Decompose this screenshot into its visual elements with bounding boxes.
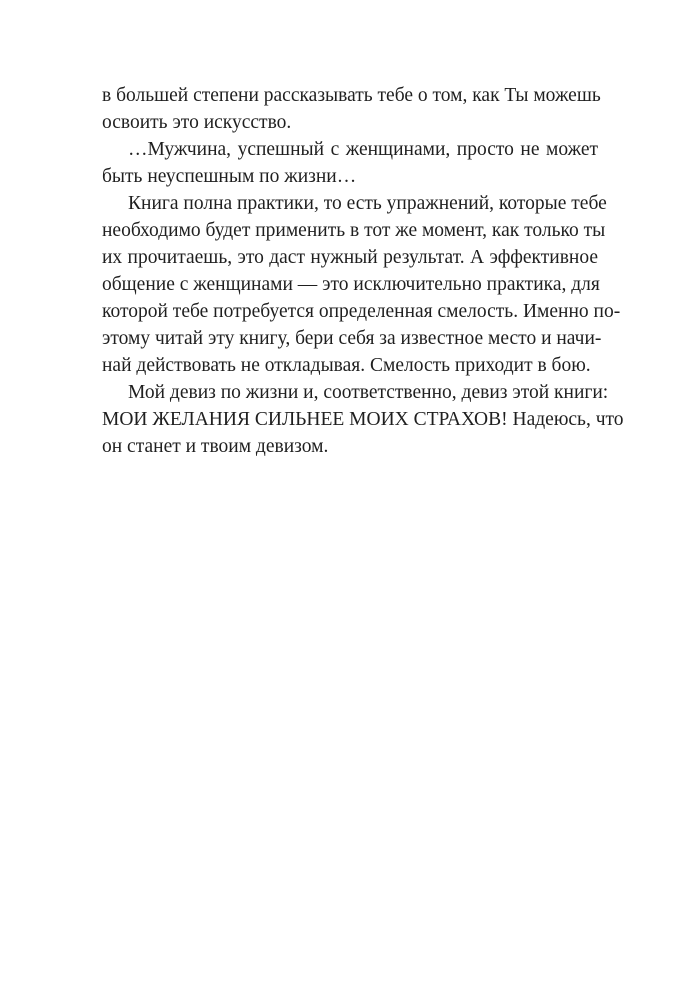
body-text [102,82,624,460]
text-line: их прочитаешь, это даст нужный результат. А эффективное [102,247,598,268]
text-line: общение с женщинами — это исключительно практика, для [102,274,600,295]
text-line: МОИ ЖЕЛАНИЯ СИЛЬНЕЕ МОИХ СТРАХОВ! Надеюсь, что [102,409,624,430]
text-line: най действовать не откладывая. Смелость приходит в бою. [102,355,591,376]
text-line: быть неуспешным по жизни… [102,166,357,187]
text-line: в большей степени рассказывать тебе о том, как Ты можешь [102,85,601,106]
paragraph-3 [102,190,621,379]
text-line: необходимо будет применить в тот же момент, как только ты [102,220,606,241]
text-line: этому читай эту книгу, бери себя за известное место и начи- [102,328,602,349]
paragraph-4 [102,379,624,460]
paragraph-2 [102,136,598,190]
text-line: …Мужчина, успешный с женщинами, просто не может [128,139,598,160]
text-line: освоить это искусство. [102,112,292,133]
text-line: он станет и твоим девизом. [102,436,329,457]
text-line: Мой девиз по жизни и, соответственно, девиз этой книги: [128,382,609,403]
paragraph-1 [102,82,601,136]
text-line: которой тебе потребуется определенная смелость. Именно по- [102,301,621,322]
text-line: Книга полна практики, то есть упражнений, которые тебе [128,193,607,214]
